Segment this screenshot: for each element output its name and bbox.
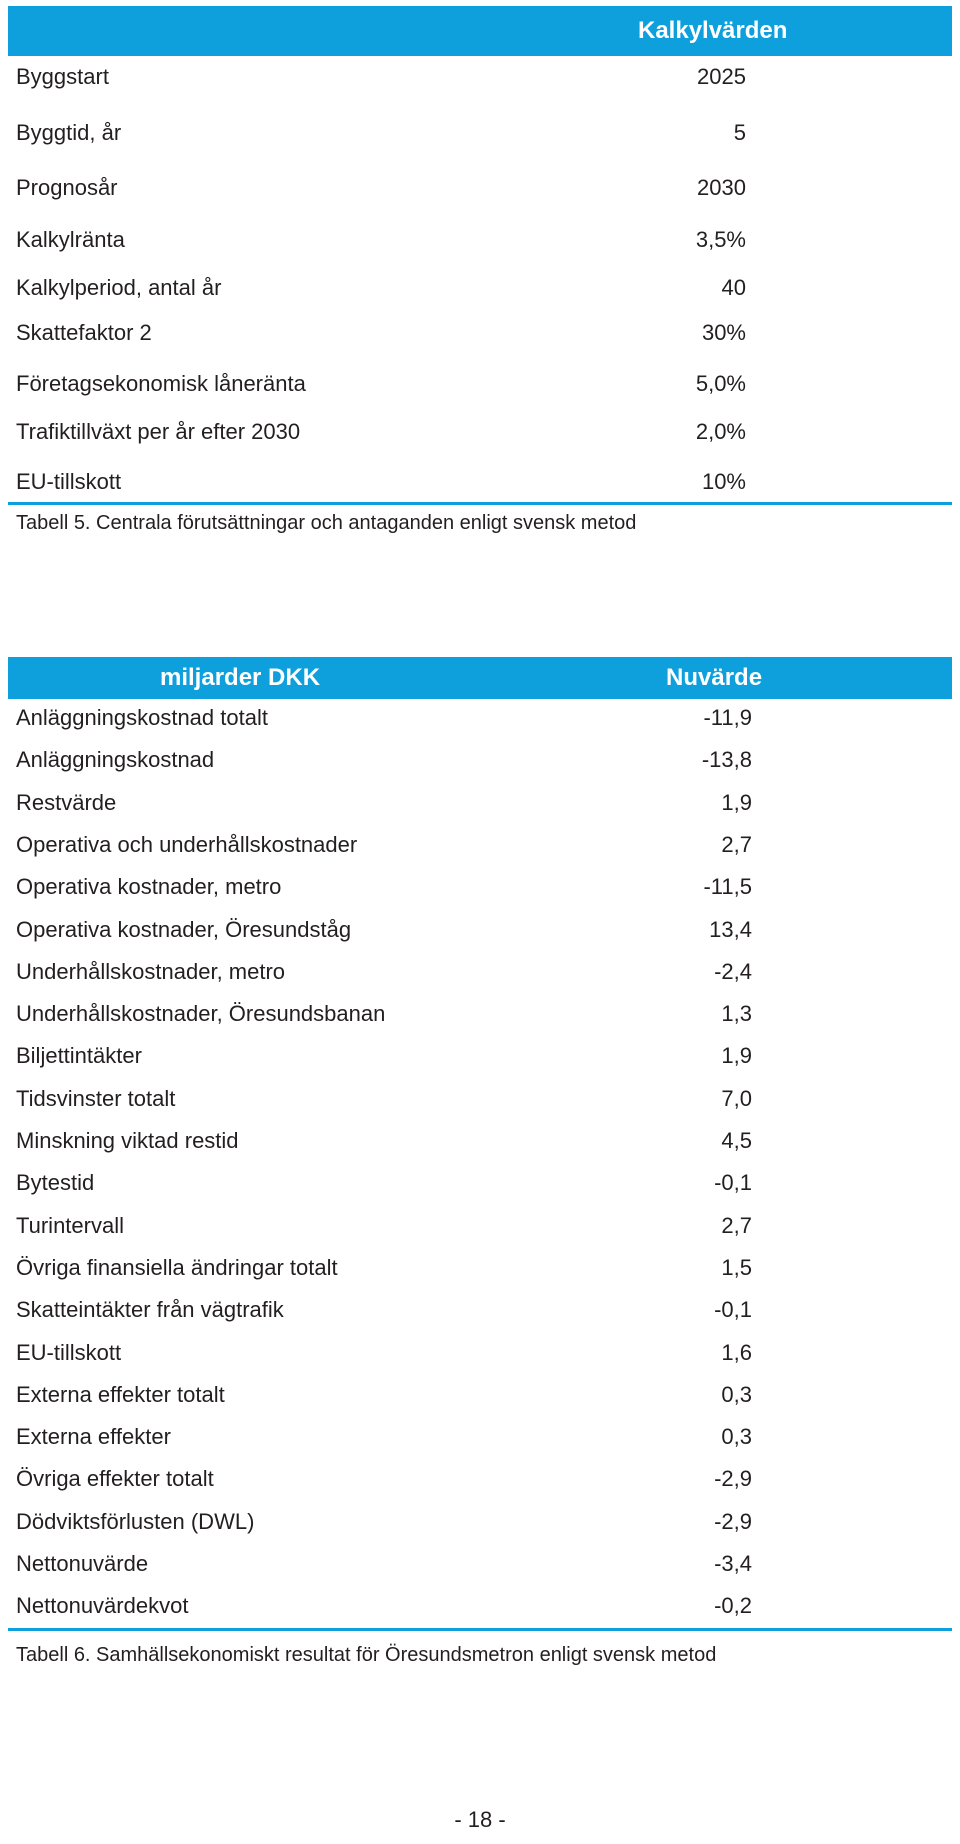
row-value: -2,9: [714, 1466, 752, 1492]
row-label: Skatteintäkter från vägtrafik: [16, 1297, 284, 1323]
row-value: 2025: [697, 64, 746, 89]
row-value: -0,1: [714, 1170, 752, 1196]
row-value: -3,4: [714, 1551, 752, 1576]
row-label: Företagsekonomisk låneränta: [16, 371, 306, 396]
table-6-row: [8, 783, 952, 823]
row-value: 1,5: [721, 1254, 752, 1280]
page-number: - 18 -: [454, 1807, 506, 1832]
row-value: 4,5: [721, 1128, 752, 1153]
table-6-header: [8, 657, 952, 699]
table-6-header-value: Nuvärde: [666, 664, 763, 691]
row-label: EU-tillskott: [16, 1339, 122, 1365]
row-label: Externa effekter: [16, 1424, 171, 1450]
table-6-row: [8, 740, 952, 780]
row-value: 1,9: [721, 1043, 752, 1069]
table-6-row: [8, 952, 952, 992]
row-label: Externa effekter totalt: [16, 1381, 225, 1407]
table-5-caption: Tabell 5. Centrala förutsättningar och antaganden enligt svensk metod: [16, 512, 637, 534]
row-label: Övriga effekter totalt: [16, 1466, 214, 1492]
table-5-row: [8, 220, 952, 260]
table-6-row: [8, 910, 952, 950]
row-label: Kalkylperiod, antal år: [16, 275, 222, 300]
row-label: Turintervall: [16, 1212, 124, 1238]
table-6-row: [8, 1121, 952, 1161]
row-value: -2,4: [714, 958, 752, 984]
row-value: 2030: [697, 175, 746, 200]
row-value: 3,5%: [695, 227, 746, 252]
table-6-caption: Tabell 6. Samhällsekonomiskt resultat för Öresundsmetron enligt svensk metod: [16, 1644, 717, 1666]
row-label: Övriga finansiella ändringar totalt: [16, 1254, 338, 1280]
row-value: 0,3: [721, 1424, 752, 1450]
table-5-row: [8, 113, 952, 153]
table-5-row: [8, 168, 952, 208]
row-value: 1,6: [721, 1339, 752, 1365]
row-label: Tidsvinster totalt: [16, 1085, 176, 1111]
table-6-row: [8, 1586, 952, 1626]
row-label: Underhållskostnader, Öresundsbanan: [16, 1001, 386, 1027]
row-value: 2,0%: [695, 419, 746, 444]
row-value: 1,9: [721, 789, 752, 815]
table-6-row: [8, 825, 952, 865]
row-label: Underhållskostnader, metro: [16, 958, 286, 984]
row-value: 2,7: [721, 1212, 752, 1238]
table-6-row: [8, 1375, 952, 1415]
row-label: Nettonuvärdekvot: [16, 1593, 189, 1619]
table-6-row: [8, 867, 952, 907]
table-6-row: [8, 1544, 952, 1584]
table-6-row: [8, 1417, 952, 1457]
table-6-row: [8, 1502, 952, 1542]
row-label: Byggtid, år: [16, 120, 122, 145]
row-label: Nettonuvärde: [16, 1551, 149, 1576]
row-label: Dödviktsförlusten (DWL): [16, 1508, 255, 1534]
row-label: Minskning viktad restid: [16, 1128, 239, 1153]
row-value: 5: [733, 120, 746, 145]
table-5-row: [8, 364, 952, 404]
row-value: 10%: [701, 469, 746, 494]
row-value: 13,4: [709, 916, 752, 942]
row-label: Biljettintäkter: [16, 1043, 142, 1069]
row-value: 2,7: [721, 831, 752, 857]
table-6-row: [8, 1206, 952, 1246]
row-value: 1,3: [721, 1001, 752, 1027]
row-label: Operativa kostnader, metro: [16, 874, 282, 900]
row-label: Prognosår: [16, 175, 118, 200]
row-label: Kalkylränta: [16, 227, 125, 252]
table-6-row: [8, 698, 952, 738]
table-5-row: [8, 57, 952, 97]
row-value: -13,8: [701, 747, 752, 773]
row-label: Restvärde: [16, 789, 117, 815]
row-value: 0,3: [721, 1381, 752, 1407]
table-6-row: [8, 1079, 952, 1119]
row-label: Byggstart: [16, 64, 109, 89]
row-label: EU-tillskott: [16, 469, 122, 494]
table-6-row: [8, 994, 952, 1034]
table-6-header-unit: miljarder DKK: [160, 664, 321, 691]
table-6-row: [8, 1290, 952, 1330]
row-value: -2,9: [714, 1508, 752, 1534]
row-label: Anläggningskostnad: [16, 747, 215, 773]
table-6-row: [8, 1248, 952, 1288]
table-6-bottom-rule: [8, 1628, 952, 1631]
row-label: Skattefaktor 2: [16, 320, 152, 345]
table-5-row: [8, 412, 952, 452]
table-5-header: [8, 6, 952, 56]
table-6-row: [8, 1163, 952, 1203]
row-value: -0,1: [714, 1297, 752, 1323]
row-value: -0,2: [714, 1593, 752, 1619]
row-value: 5,0%: [695, 371, 746, 396]
table-6-row: [8, 1036, 952, 1076]
table-6-row: [8, 1333, 952, 1373]
table-5-bottom-rule: [8, 502, 952, 505]
table-6-row: [8, 1459, 952, 1499]
row-value: 7,0: [721, 1085, 752, 1111]
row-label: Operativa kostnader, Öresundståg: [16, 916, 352, 942]
row-value: -11,9: [703, 705, 752, 730]
row-value: -11,5: [703, 874, 752, 900]
table-5-header-label: Kalkylvärden: [638, 17, 788, 44]
row-value: 30%: [701, 320, 746, 345]
row-label: Trafiktillväxt per år efter 2030: [16, 419, 301, 444]
row-label: Anläggningskostnad totalt: [16, 705, 268, 730]
row-label: Operativa och underhållskostnader: [16, 831, 358, 857]
table-5-row: [8, 462, 952, 502]
table-5-row: [8, 313, 952, 353]
row-value: 40: [721, 275, 746, 300]
row-label: Bytestid: [16, 1170, 95, 1196]
table-5-row: [8, 268, 952, 308]
